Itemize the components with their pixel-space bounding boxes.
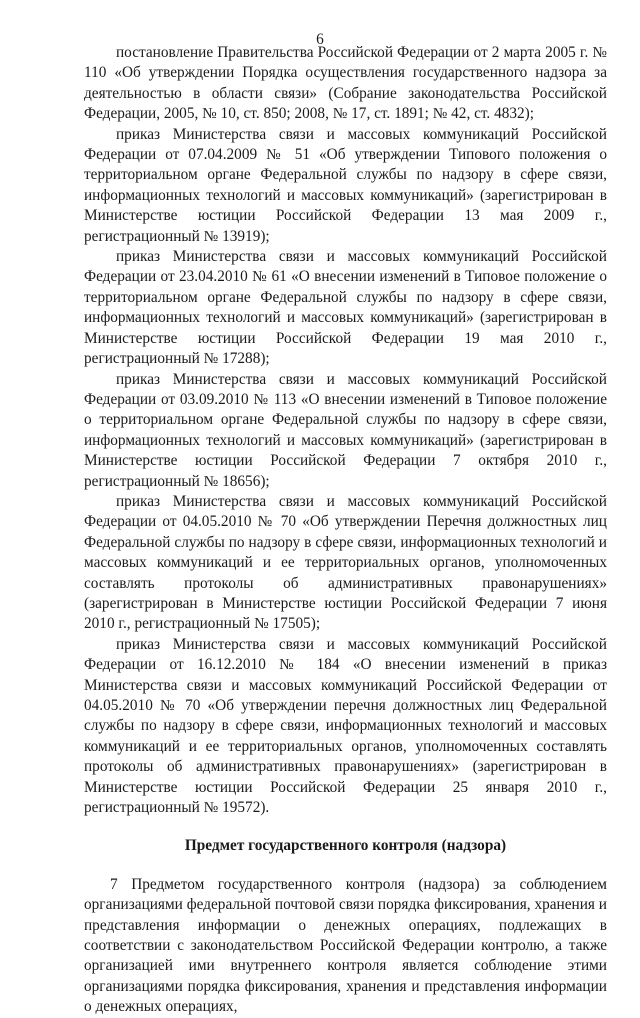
regulation-item-order-70: приказ Министерства связи и массовых коммуникаций Российской Федерации от 04.05.2010 № 70 «Об утверждении Перечня должностных лиц Федеральной службы по надзору в сфере связи, информационных технологий и массовых коммуникаций и ее территориальных органов, уполномоченных составлять протоколы об административных правонарушениях» (зарегистрирован в Министерстве юстиции Российской Федерации 7 июня 2010 г., регистрационный № 17505); — [84, 492, 607, 633]
section-heading: Предмет государственного контроля (надзора) — [184, 837, 507, 855]
page-number: 6 — [316, 31, 324, 48]
regulation-item-order-61: приказ Министерства связи и массовых коммуникаций Российской Федерации от 23.04.2010 № 61 «О внесении изменений в Типовое положение о территориальном органе Федеральной службы по надзору в сфере связи, информационных технологий и массовых коммуникаций» (зарегистрирован в Министерстве юстиции Российской Федерации 19 мая 2010 г., регистрационный № 17288); — [84, 248, 607, 368]
document-body — [84, 43, 607, 1018]
regulation-item-order-51: приказ Министерства связи и массовых коммуникаций Российской Федерации от 07.04.2009 № 51 «Об утверждении Типового положения о территориальном органе Федеральной службы по надзору в сфере связи, информационных технологий и массовых коммуникаций» (зарегистрирован в Министерстве юстиции Российской Федерации 13 мая 2009 г., регистрационный № 13919); — [84, 125, 607, 245]
section-paragraph-7: 7 Предметом государственного контроля (надзора) за соблюдением организациями федеральной почтовой связи порядка фиксирования, хранения и представления информации о денежных операциях, подлежащих в соответствии с законодательством Российской Федерации контролю, а также организацией ими внутреннего контроля является соблюдение этими организациями порядка фиксирования, хранения и представления информации о денежных операциях, — [84, 875, 607, 1016]
regulation-item-order-184: приказ Министерства связи и массовых коммуникаций Российской Федерации от 16.12.2010 № 184 «О внесении изменений в приказ Министерства связи и массовых коммуникаций Российской Федерации от 04.05.2010 № 70 «Об утверждении перечня должностных лиц Федеральной службы по надзору в сфере связи, информационных технологий и массовых коммуникаций и ее территориальных органов, уполномоченных составлять протоколы об административных правонарушениях» (зарегистрирован в Министерстве юстиции Российской Федерации 25 января 2010 г., регистрационный № 19572). — [84, 635, 607, 817]
regulation-item-order-113: приказ Министерства связи и массовых коммуникаций Российской Федерации от 03.09.2010 № 113 «О внесении изменений в Типовое положение о территориальном органе Федеральной службы по надзору в сфере связи, информационных технологий и массовых коммуникаций» (зарегистрирован в Министерстве юстиции Российской Федерации 7 октября 2010 г., регистрационный № 18656); — [84, 370, 607, 490]
regulation-item-government-decree: постановление Правительства Российской Федерации от 2 марта 2005 г. № 110 «Об утверждении Порядка осуществления государственного надзора за деятельностью в области связи» (Собрание законодательства Российской Федерации, 2005, № 10, ст. 850; 2008, № 17, ст. 1891; № 42, ст. 4832); — [84, 44, 607, 123]
